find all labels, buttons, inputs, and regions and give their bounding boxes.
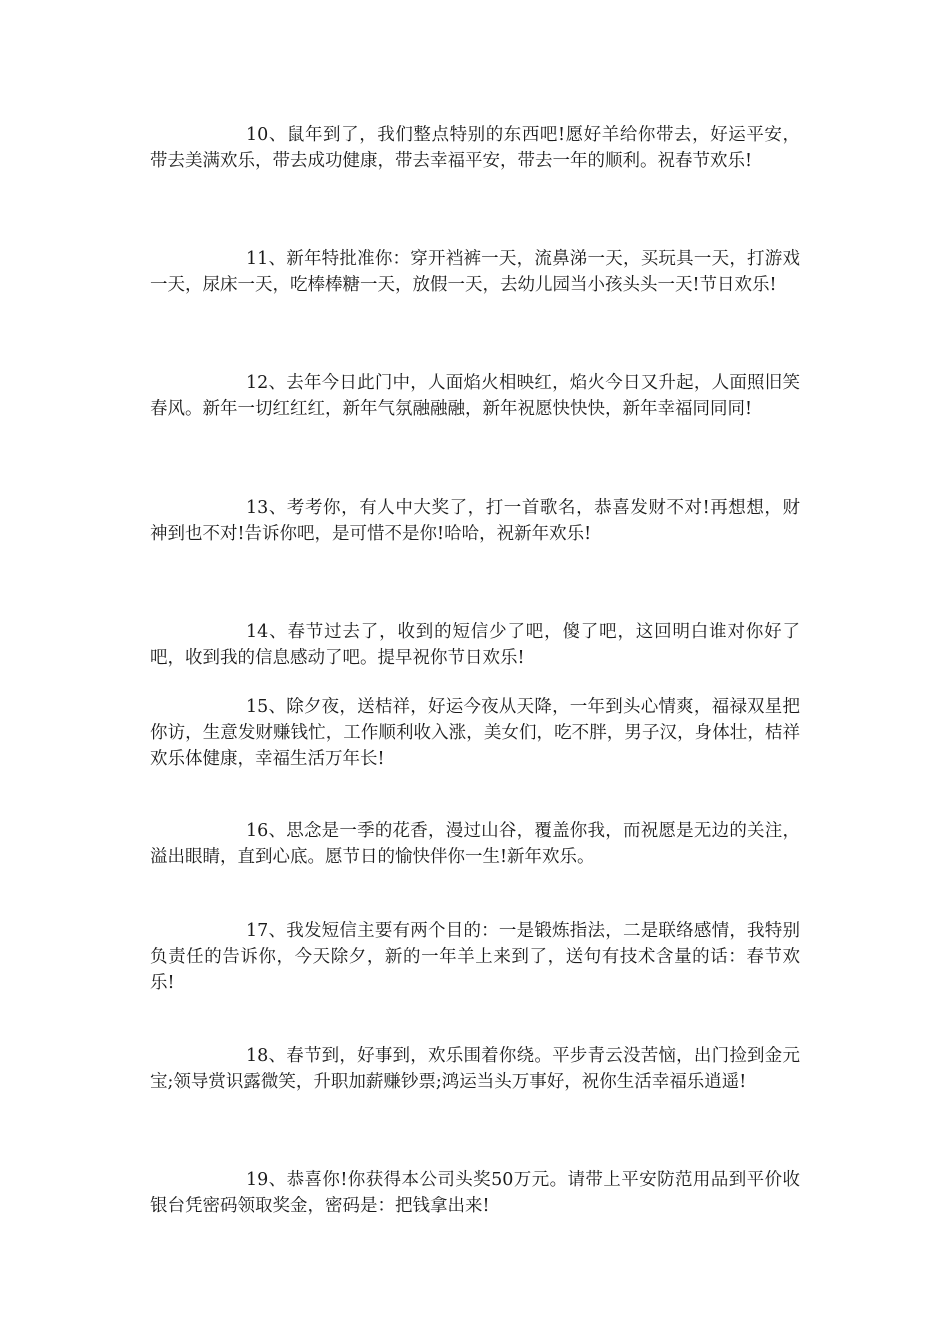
- paragraph-10: 10、鼠年到了，我们整点特别的东西吧!愿好羊给你带去，好运平安，带去美满欢乐，带去成功健康，带去幸福平安，带去一年的顺利。祝春节欢乐!: [150, 125, 800, 171]
- paragraph-11: 11、新年特批准你：穿开裆裤一天，流鼻涕一天，买玩具一天，打游戏一天，尿床一天，吃棒棒糖一天，放假一天，去幼儿园当小孩头头一天!节日欢乐!: [150, 249, 800, 295]
- paragraph-15: 15、除夕夜，送桔祥，好运今夜从天降，一年到头心情爽，福禄双星把你访，生意发财赚钱忙，工作顺利收入涨，美女们，吃不胖，男子汉，身体壮，桔祥欢乐体健康，幸福生活万年长!: [150, 697, 800, 769]
- paragraph-19: 19、恭喜你!你获得本公司头奖50万元。请带上平安防范用品到平价收银台凭密码领取奖金，密码是：把钱拿出来!: [150, 1170, 800, 1216]
- paragraph-12: 12、去年今日此门中，人面焰火相映红，焰火今日又升起，人面照旧笑春风。新年一切红红红，新年气氛融融融，新年祝愿快快快，新年幸福同同同!: [150, 373, 800, 419]
- paragraph-18: 18、春节到，好事到，欢乐围着你绕。平步青云没苦恼，出门捡到金元宝;领导赏识露微笑，升职加薪赚钞票;鸿运当头万事好，祝你生活幸福乐逍遥!: [150, 1046, 800, 1092]
- paragraph-16: 16、思念是一季的花香，漫过山谷，覆盖你我，而祝愿是无边的关注，溢出眼睛，直到心底。愿节日的愉快伴你一生!新年欢乐。: [150, 821, 800, 867]
- paragraph-14: 14、春节过去了，收到的短信少了吧，傻了吧，这回明白谁对你好了吧，收到我的信息感动了吧。提早祝你节日欢乐!: [150, 622, 800, 668]
- paragraph-13: 13、考考你，有人中大奖了，打一首歌名，恭喜发财不对!再想想，财神到也不对!告诉你吧，是可惜不是你!哈哈，祝新年欢乐!: [150, 498, 800, 544]
- paragraph-17: 17、我发短信主要有两个目的：一是锻炼指法，二是联络感情，我特别负责任的告诉你，今天除夕，新的一年羊上来到了，送句有技术含量的话：春节欢乐!: [150, 921, 800, 993]
